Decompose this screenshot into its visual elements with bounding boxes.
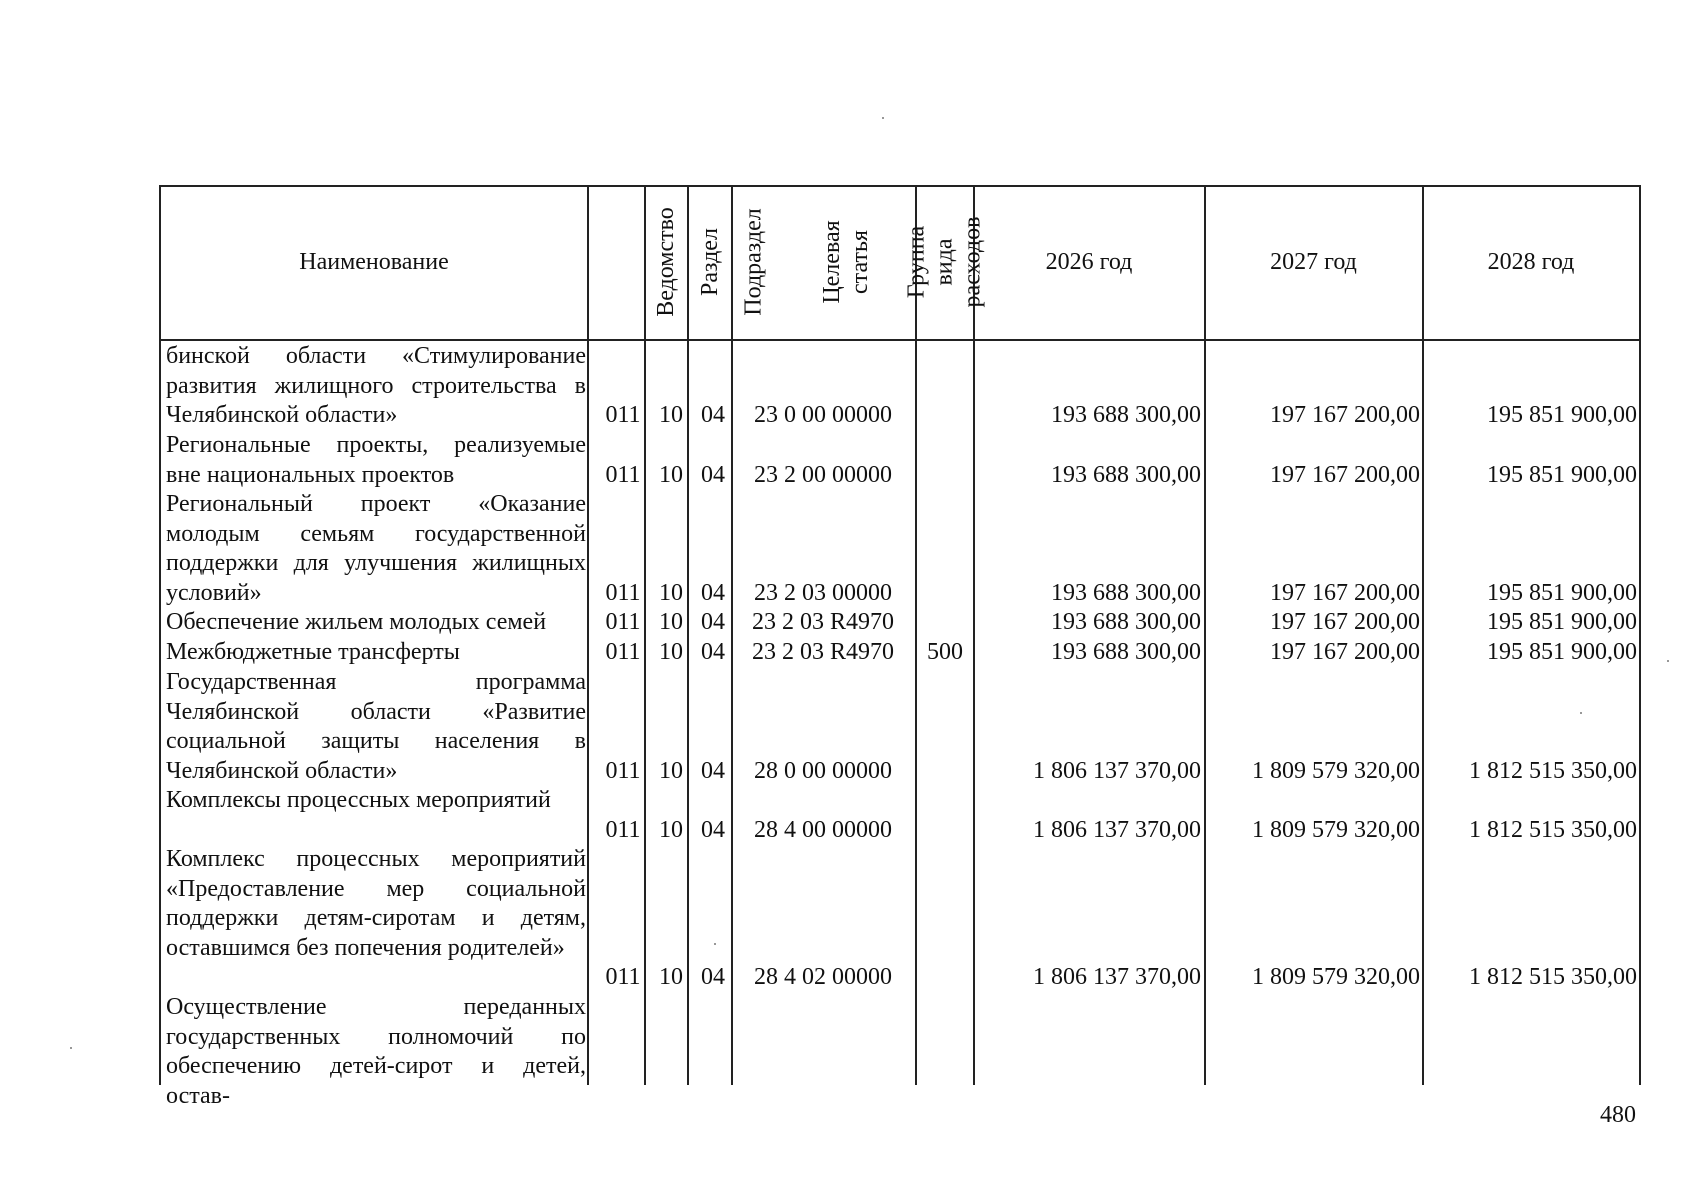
row-razdel: 10 xyxy=(659,461,683,488)
row-vedomstvo: 011 xyxy=(605,461,641,488)
row-podrazdel: 04 xyxy=(701,816,725,843)
row-2028: 1 812 515 350,00 xyxy=(1469,816,1637,843)
row-2027: 1 809 579 320,00 xyxy=(1252,816,1420,843)
page-number: 480 xyxy=(1600,1102,1636,1128)
row-vedomstvo: 011 xyxy=(605,609,641,635)
row-2028: 195 851 900,00 xyxy=(1487,639,1637,665)
table-row xyxy=(159,608,1641,638)
table-row xyxy=(159,342,1641,431)
row-2027: 197 167 200,00 xyxy=(1270,461,1420,488)
scan-speck xyxy=(1667,660,1669,662)
row-vedomstvo: 011 xyxy=(605,639,641,665)
row-razdel: 10 xyxy=(659,757,683,784)
row-2026: 1 806 137 370,00 xyxy=(1033,757,1201,784)
row-2028: 1 812 515 350,00 xyxy=(1469,757,1637,784)
row-2028: 195 851 900,00 xyxy=(1487,461,1637,488)
row-2028: 195 851 900,00 xyxy=(1487,579,1637,606)
header-podrazdel xyxy=(732,185,775,339)
header-razdel-label: Раздел xyxy=(696,228,723,296)
row-2027: 1 809 579 320,00 xyxy=(1252,964,1420,990)
header-vedomstvo xyxy=(645,185,687,339)
scan-speck xyxy=(882,117,884,119)
row-2027: 197 167 200,00 xyxy=(1270,609,1420,635)
header-separator xyxy=(159,339,1641,341)
row-celevaya: 23 2 03 00000 xyxy=(754,579,892,606)
row-celevaya: 23 0 00 00000 xyxy=(754,402,892,428)
row-name: Государственная программа Челябинской области «Развитие социальной защиты населения в Челябинской области» xyxy=(166,669,586,784)
header-2028 xyxy=(1423,185,1639,339)
scan-speck xyxy=(70,1047,72,1049)
table-row xyxy=(159,786,1641,845)
row-name: Региональный проект «Оказание молодым семьям государственной поддержки для улучшения жилищных условий» xyxy=(166,491,586,606)
row-razdel: 10 xyxy=(659,964,683,990)
table-row xyxy=(159,993,1641,1109)
scan-speck xyxy=(714,943,716,945)
row-name: Осуществление переданных государственных полномочий по обеспечению детей-сирот и детей, остав- xyxy=(166,994,586,1109)
row-name: Обеспечение жильем молодых семей xyxy=(166,609,547,635)
scan-speck xyxy=(1580,712,1582,714)
header-celevaya-label: Целевая статья xyxy=(818,220,873,304)
row-vedomstvo: 011 xyxy=(605,402,641,428)
row-2026: 193 688 300,00 xyxy=(1051,461,1201,488)
table-row xyxy=(159,490,1641,608)
header-gruppa-label: Группа вида расходов xyxy=(903,216,986,308)
header-2027 xyxy=(1205,185,1422,339)
header-2027-label: 2027 год xyxy=(1270,248,1357,275)
row-vedomstvo: 011 xyxy=(605,816,641,843)
row-podrazdel: 04 xyxy=(701,964,725,990)
row-name: Межбюджетные трансферты xyxy=(166,639,460,665)
table-row xyxy=(159,845,1641,993)
row-vedomstvo: 011 xyxy=(605,757,641,784)
header-name-label: Наименование xyxy=(299,248,449,275)
row-2027: 197 167 200,00 xyxy=(1270,402,1420,428)
row-2026: 193 688 300,00 xyxy=(1051,639,1201,665)
row-name: бинской области «Стимулирование развития жилищного строительства в Челябинской области» xyxy=(166,343,586,428)
row-podrazdel: 04 xyxy=(701,402,725,428)
row-razdel: 10 xyxy=(659,639,683,665)
header-2026-label: 2026 год xyxy=(1045,248,1133,275)
row-2026: 193 688 300,00 xyxy=(1051,402,1201,428)
row-2028: 1 812 515 350,00 xyxy=(1469,964,1637,990)
row-celevaya: 28 4 00 00000 xyxy=(754,816,892,843)
budget-table xyxy=(159,185,1641,1109)
row-razdel: 10 xyxy=(659,402,683,428)
row-vedomstvo: 011 xyxy=(605,964,641,990)
row-podrazdel: 04 xyxy=(701,639,725,665)
row-celevaya: 23 2 00 00000 xyxy=(754,461,892,488)
header-2026 xyxy=(974,185,1204,339)
row-2027: 197 167 200,00 xyxy=(1270,579,1420,606)
table-row xyxy=(159,638,1641,668)
header-name xyxy=(161,185,587,339)
row-podrazdel: 04 xyxy=(701,461,725,488)
row-2026: 1 806 137 370,00 xyxy=(1033,816,1201,843)
table-row xyxy=(159,668,1641,786)
header-podrazdel-label: Подраздел xyxy=(740,208,767,316)
row-name: Региональные проекты, реализуемые вне национальных проектов xyxy=(166,432,586,488)
row-2027: 197 167 200,00 xyxy=(1270,639,1420,665)
row-celevaya: 28 4 02 00000 xyxy=(754,964,892,990)
row-podrazdel: 04 xyxy=(701,579,725,606)
row-2028: 195 851 900,00 xyxy=(1487,402,1637,428)
row-vedomstvo: 011 xyxy=(605,579,641,606)
header-celevaya xyxy=(776,185,915,339)
row-celevaya: 23 2 03 R4970 xyxy=(751,609,894,635)
row-podrazdel: 04 xyxy=(701,757,725,784)
row-celevaya: 23 2 03 R4970 xyxy=(751,639,894,665)
header-2028-label: 2028 год xyxy=(1487,248,1575,275)
row-2026: 193 688 300,00 xyxy=(1051,579,1201,606)
row-2027: 1 809 579 320,00 xyxy=(1252,757,1420,784)
row-2028: 195 851 900,00 xyxy=(1487,609,1637,635)
header-razdel xyxy=(688,185,731,339)
row-gruppa: 500 xyxy=(927,639,963,665)
row-razdel: 10 xyxy=(659,579,683,606)
row-podrazdel: 04 xyxy=(701,609,725,635)
table-row xyxy=(159,431,1641,490)
header-vedomstvo-label: Ведомство xyxy=(653,207,679,317)
row-name: Комплексы процессных мероприятий xyxy=(166,787,551,813)
row-razdel: 10 xyxy=(659,816,683,843)
row-razdel: 10 xyxy=(659,609,683,635)
header-gruppa xyxy=(903,185,986,339)
row-name: Комплекс процессных мероприятий «Предоставление мер социальной поддержки детям-сиротам и детям, оставшимся без попечения родителей» xyxy=(166,846,586,961)
row-celevaya: 28 0 00 00000 xyxy=(754,757,892,784)
row-2026: 1 806 137 370,00 xyxy=(1033,964,1201,990)
row-2026: 193 688 300,00 xyxy=(1051,609,1201,635)
